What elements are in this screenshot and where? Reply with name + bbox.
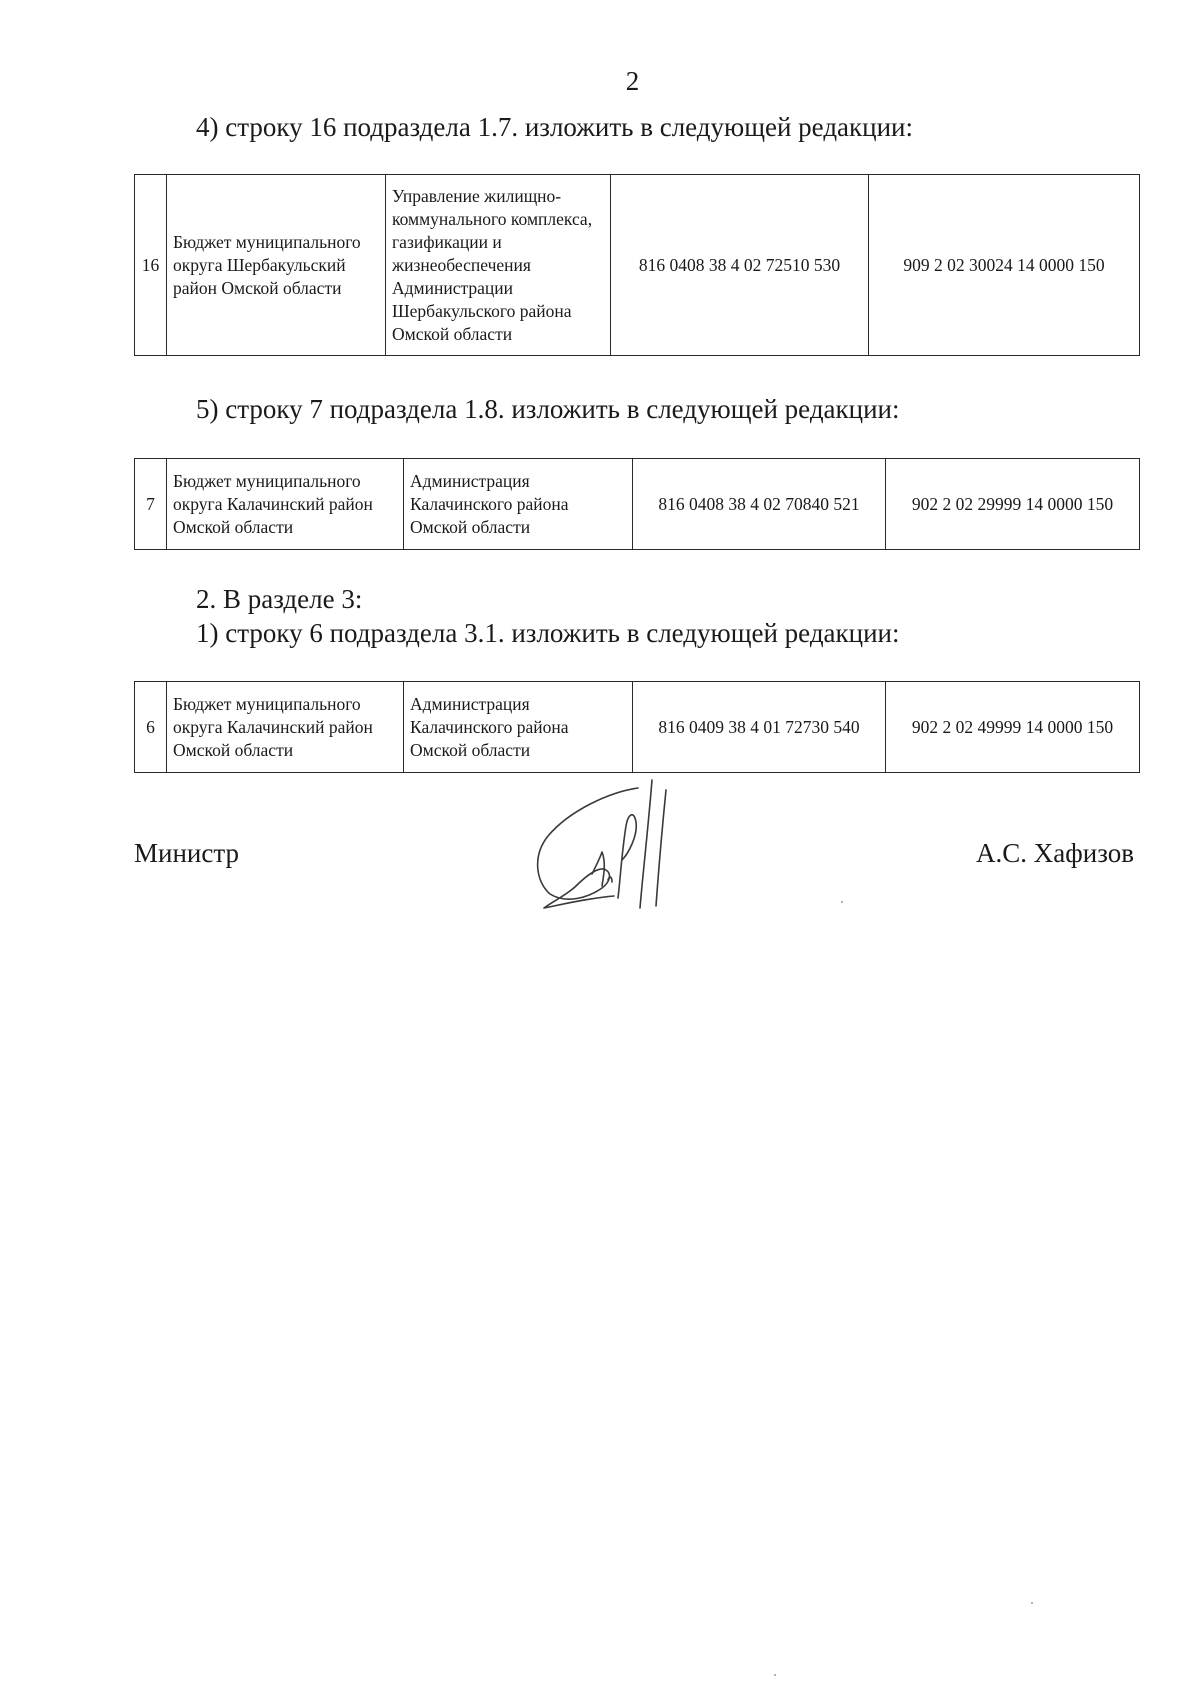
expense-code-cell: 816 0408 38 4 02 70840 521 xyxy=(633,459,886,550)
signatory-name: А.С. Хафизов xyxy=(976,838,1134,868)
row-number: 16 xyxy=(135,175,167,356)
revenue-code-cell: 902 2 02 29999 14 0000 150 xyxy=(886,459,1140,550)
table-row xyxy=(135,459,1140,550)
scan-speck xyxy=(841,901,843,903)
budget-cell: Бюджет муниципального округа Калачинский район Омской области xyxy=(167,459,404,550)
table-row xyxy=(135,175,1140,356)
amendment-intro-2: 5) строку 7 подраздела 1.8. изложить в следующей редакции: xyxy=(196,394,900,424)
page-number: 2 xyxy=(625,66,640,96)
administrator-cell: Администрация Калачинского района Омской области xyxy=(404,682,633,773)
handwritten-signature xyxy=(530,770,710,920)
budget-cell: Бюджет муниципального округа Калачинский район Омской области xyxy=(167,682,404,773)
amendment-table-3 xyxy=(134,681,1140,773)
table-row xyxy=(135,682,1140,773)
signatory-position: Министр xyxy=(134,838,239,868)
scan-speck xyxy=(1031,1602,1033,1604)
budget-cell: Бюджет муниципального округа Шербакульский район Омской области xyxy=(167,175,386,356)
row-number: 6 xyxy=(135,682,167,773)
scan-speck xyxy=(774,1674,776,1676)
amendment-intro-3: 1) строку 6 подраздела 3.1. изложить в следующей редакции: xyxy=(196,618,900,648)
administrator-cell: Управление жилищно-коммунального комплекса, газификации и жизнеобеспечения Администрации Шербакульского района Омской области xyxy=(386,175,611,356)
amendment-table-1 xyxy=(134,174,1140,356)
amendment-table-2 xyxy=(134,458,1140,550)
expense-code-cell: 816 0408 38 4 02 72510 530 xyxy=(611,175,869,356)
row-number: 7 xyxy=(135,459,167,550)
revenue-code-cell: 909 2 02 30024 14 0000 150 xyxy=(869,175,1140,356)
revenue-code-cell: 902 2 02 49999 14 0000 150 xyxy=(886,682,1140,773)
administrator-cell: Администрация Калачинского района Омской области xyxy=(404,459,633,550)
section-heading: 2. В разделе 3: xyxy=(196,584,363,614)
amendment-intro-1: 4) строку 16 подраздела 1.7. изложить в следующей редакции: xyxy=(196,112,914,142)
expense-code-cell: 816 0409 38 4 01 72730 540 xyxy=(633,682,886,773)
